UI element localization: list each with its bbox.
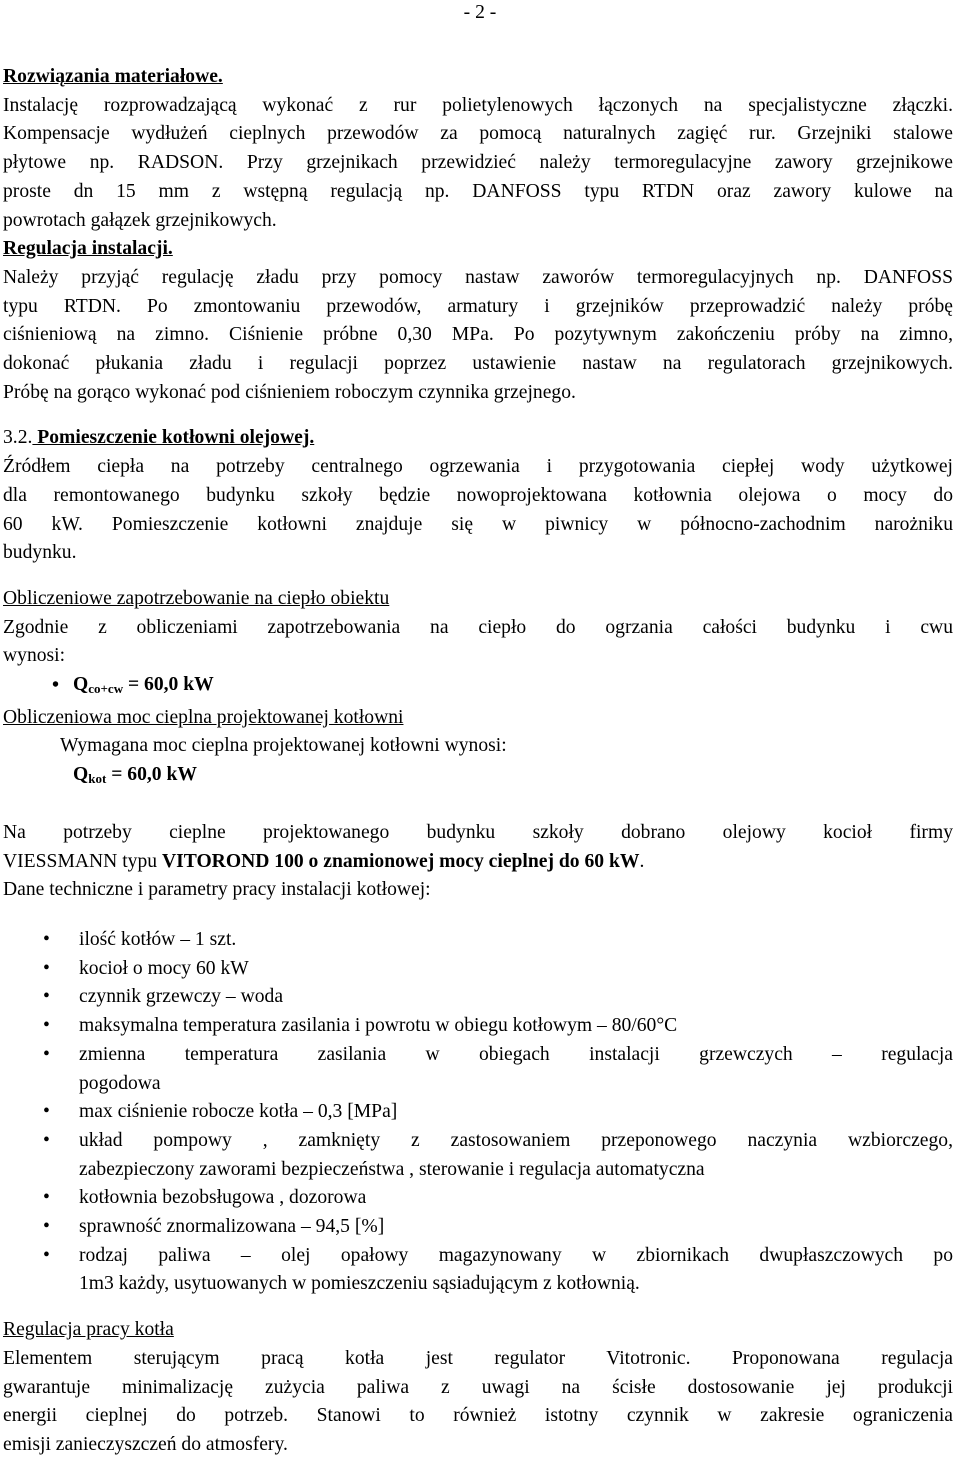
list-item-text: 1m3 każdy, usytuowanych w pomieszczeniu sąsiadującym z kotłownią. bbox=[79, 1273, 640, 1295]
bullet-icon: • bbox=[43, 1244, 50, 1266]
tech-list bbox=[3, 926, 953, 1299]
list-item-text: sprawność znormalizowana – 94,5 [%] bbox=[79, 1216, 385, 1238]
boiler-choice-suffix: . bbox=[639, 850, 645, 872]
page-number: - 2 - bbox=[463, 2, 497, 23]
boiler-control-line: Elementem sterującym pracą kotła jest regulator Vitotronic. Proponowana regulacja bbox=[3, 1347, 953, 1369]
bullet-icon: • bbox=[43, 928, 50, 950]
bullet-icon: • bbox=[43, 1129, 50, 1151]
materials-line: powrotach gałązek grzejnikowych. bbox=[3, 209, 277, 231]
heat-demand-value bbox=[3, 671, 953, 704]
document-body bbox=[3, 63, 953, 1460]
materials-line: proste dn 15 mm z wstępną regulacją np. DANFOSS typu RTDN oraz zawory kulowe na bbox=[3, 180, 953, 202]
boiler-room-heading-line bbox=[3, 424, 953, 453]
list-item bbox=[3, 955, 953, 984]
list-item bbox=[3, 1184, 953, 1213]
boiler-control-line: energii cieplnej do potrzeb. Stanowi to również istotny czynnik w zakresie ograniczenia bbox=[3, 1405, 953, 1427]
boiler-choice-prefix: VIESSMANN typu bbox=[3, 850, 162, 872]
list-item bbox=[3, 983, 953, 1012]
regulation-line: Należy przyjąć regulację zładu przy pomocy nastaw zaworów termoregulacyjnych np. DANFOSS bbox=[3, 266, 953, 288]
bullet-icon: • bbox=[43, 957, 50, 979]
list-item bbox=[3, 1127, 953, 1184]
boiler-model: VITOROND 100 o znamionowej mocy cieplnej do 60 kW bbox=[161, 850, 640, 872]
boiler-control-heading: Regulacja pracy kotła bbox=[3, 1319, 174, 1341]
list-item-text: kotłownia bezobsługowa , dozorowa bbox=[79, 1187, 367, 1209]
section-number: 3.2. bbox=[3, 427, 33, 449]
q-value: = 60,0 kW bbox=[106, 764, 197, 786]
list-item-text: ilość kotłów – 1 szt. bbox=[79, 928, 237, 950]
bullet-icon: • bbox=[43, 1101, 50, 1123]
list-item bbox=[3, 926, 953, 955]
bullet-icon: • bbox=[43, 1187, 50, 1209]
q-subscript: co+cw bbox=[88, 681, 124, 697]
list-item-text: zmienna temperatura zasilania w obiegach instalacji grzewczych – regulacja bbox=[79, 1043, 953, 1065]
heat-demand-heading: Obliczeniowe zapotrzebowanie na ciepło obiektu bbox=[3, 587, 390, 609]
bullet-icon: • bbox=[52, 674, 60, 697]
list-item-text: zabezpieczony zaworami bezpieczeństwa , sterowanie i regulacja automatyczna bbox=[79, 1158, 705, 1180]
boiler-room-line: budynku. bbox=[3, 542, 77, 564]
boiler-room-line: Źródłem ciepła na potrzeby centralnego ogrzewania i przygotowania ciepłej wody użytkowej bbox=[3, 456, 953, 478]
materials-line: Instalację rozprowadzającą wykonać z rur polietylenowych łączonych na specjalistyczne złączki. bbox=[3, 94, 953, 116]
q-symbol: Q bbox=[73, 674, 89, 696]
q-value: = 60,0 kW bbox=[123, 674, 214, 696]
bullet-icon: • bbox=[43, 1043, 50, 1065]
regulation-heading: Regulacja instalacji. bbox=[3, 238, 173, 260]
heat-demand-line: Zgodnie z obliczeniami zapotrzebowania na ciepło do ogrzania całości budynku i cwu bbox=[3, 616, 953, 638]
regulation-line: Próbę na gorąco wykonać pod ciśnieniem roboczym czynnika grzejnego. bbox=[3, 381, 576, 403]
list-item-text: pogodowa bbox=[79, 1072, 161, 1094]
list-item bbox=[3, 1041, 953, 1098]
list-item-text: układ pompowy , zamknięty z zastosowaniem przeponowego naczynia wzbiorczego, bbox=[79, 1129, 953, 1151]
boiler-choice-line bbox=[3, 848, 953, 877]
bullet-icon: • bbox=[43, 986, 50, 1008]
q-subscript: kot bbox=[88, 771, 107, 787]
regulation-line: ciśnieniową na zimno. Ciśnienie próbne 0,30 MPa. Po pozytywnym zakończeniu próby na zimno, bbox=[3, 324, 953, 346]
list-item bbox=[3, 1213, 953, 1242]
list-item bbox=[3, 1098, 953, 1127]
boiler-choice-line: Na potrzeby cieplne projektowanego budynku szkoły dobrano olejowy kocioł firmy bbox=[3, 821, 953, 843]
boiler-control-line: emisji zanieczyszczeń do atmosfery. bbox=[3, 1433, 288, 1455]
boiler-power-value bbox=[3, 761, 953, 794]
list-item-text: czynnik grzewczy – woda bbox=[79, 986, 284, 1008]
regulation-line: dokonać płukania zładu i regulacji poprzez ustawienie nastaw na regulatorach grzejnikowych. bbox=[3, 353, 953, 375]
bullet-icon: • bbox=[43, 1015, 50, 1037]
list-item-text: rodzaj paliwa – olej opałowy magazynowany w zbiornikach dwupłaszczowych po bbox=[79, 1244, 953, 1266]
regulation-line: typu RTDN. Po zmontowaniu przewodów, armatury i grzejników przeprowadzić należy próbę bbox=[3, 295, 953, 317]
list-item bbox=[3, 1242, 953, 1299]
list-item bbox=[3, 1012, 953, 1041]
tech-data-intro: Dane techniczne i parametry pracy instalacji kotłowej: bbox=[3, 879, 431, 901]
heat-demand-line: wynosi: bbox=[3, 645, 66, 667]
boiler-room-line: 60 kW. Pomieszczenie kotłowni znajduje się w piwnicy w północno-zachodnim narożniku bbox=[3, 513, 953, 535]
bullet-icon: • bbox=[43, 1216, 50, 1238]
list-item-text: max ciśnienie robocze kotła – 0,3 [MPa] bbox=[79, 1101, 398, 1123]
materials-line: Kompensacje wydłużeń cieplnych przewodów za pomocą naturalnych zagięć rur. Grzejniki stalowe bbox=[3, 123, 953, 145]
boiler-room-heading: Pomieszczenie kotłowni olejowej. bbox=[32, 427, 315, 449]
boiler-room-line: dla remontowanego budynku szkoły będzie nowoprojektowana kotłownia olejowa o mocy do bbox=[3, 484, 953, 506]
list-item-text: maksymalna temperatura zasilania i powrotu w obiegu kotłowym – 80/60°C bbox=[79, 1015, 678, 1037]
list-item-text: kocioł o mocy 60 kW bbox=[79, 957, 249, 979]
materials-heading: Rozwiązania materiałowe. bbox=[3, 66, 223, 87]
q-symbol: Q bbox=[73, 764, 89, 786]
boiler-power-text: Wymagana moc cieplna projektowanej kotłowni wynosi: bbox=[60, 735, 507, 757]
materials-line: płytowe np. RADSON. Przy grzejnikach przewidzieć należy termoregulacyjne zawory grzejnikowe bbox=[3, 152, 953, 174]
boiler-control-line: gwarantuje minimalizację zużycia paliwa z uwagi na ścisłe dostosowanie jej produkcji bbox=[3, 1376, 953, 1398]
boiler-power-heading: Obliczeniowa moc cieplna projektowanej kotłowni bbox=[3, 706, 404, 728]
